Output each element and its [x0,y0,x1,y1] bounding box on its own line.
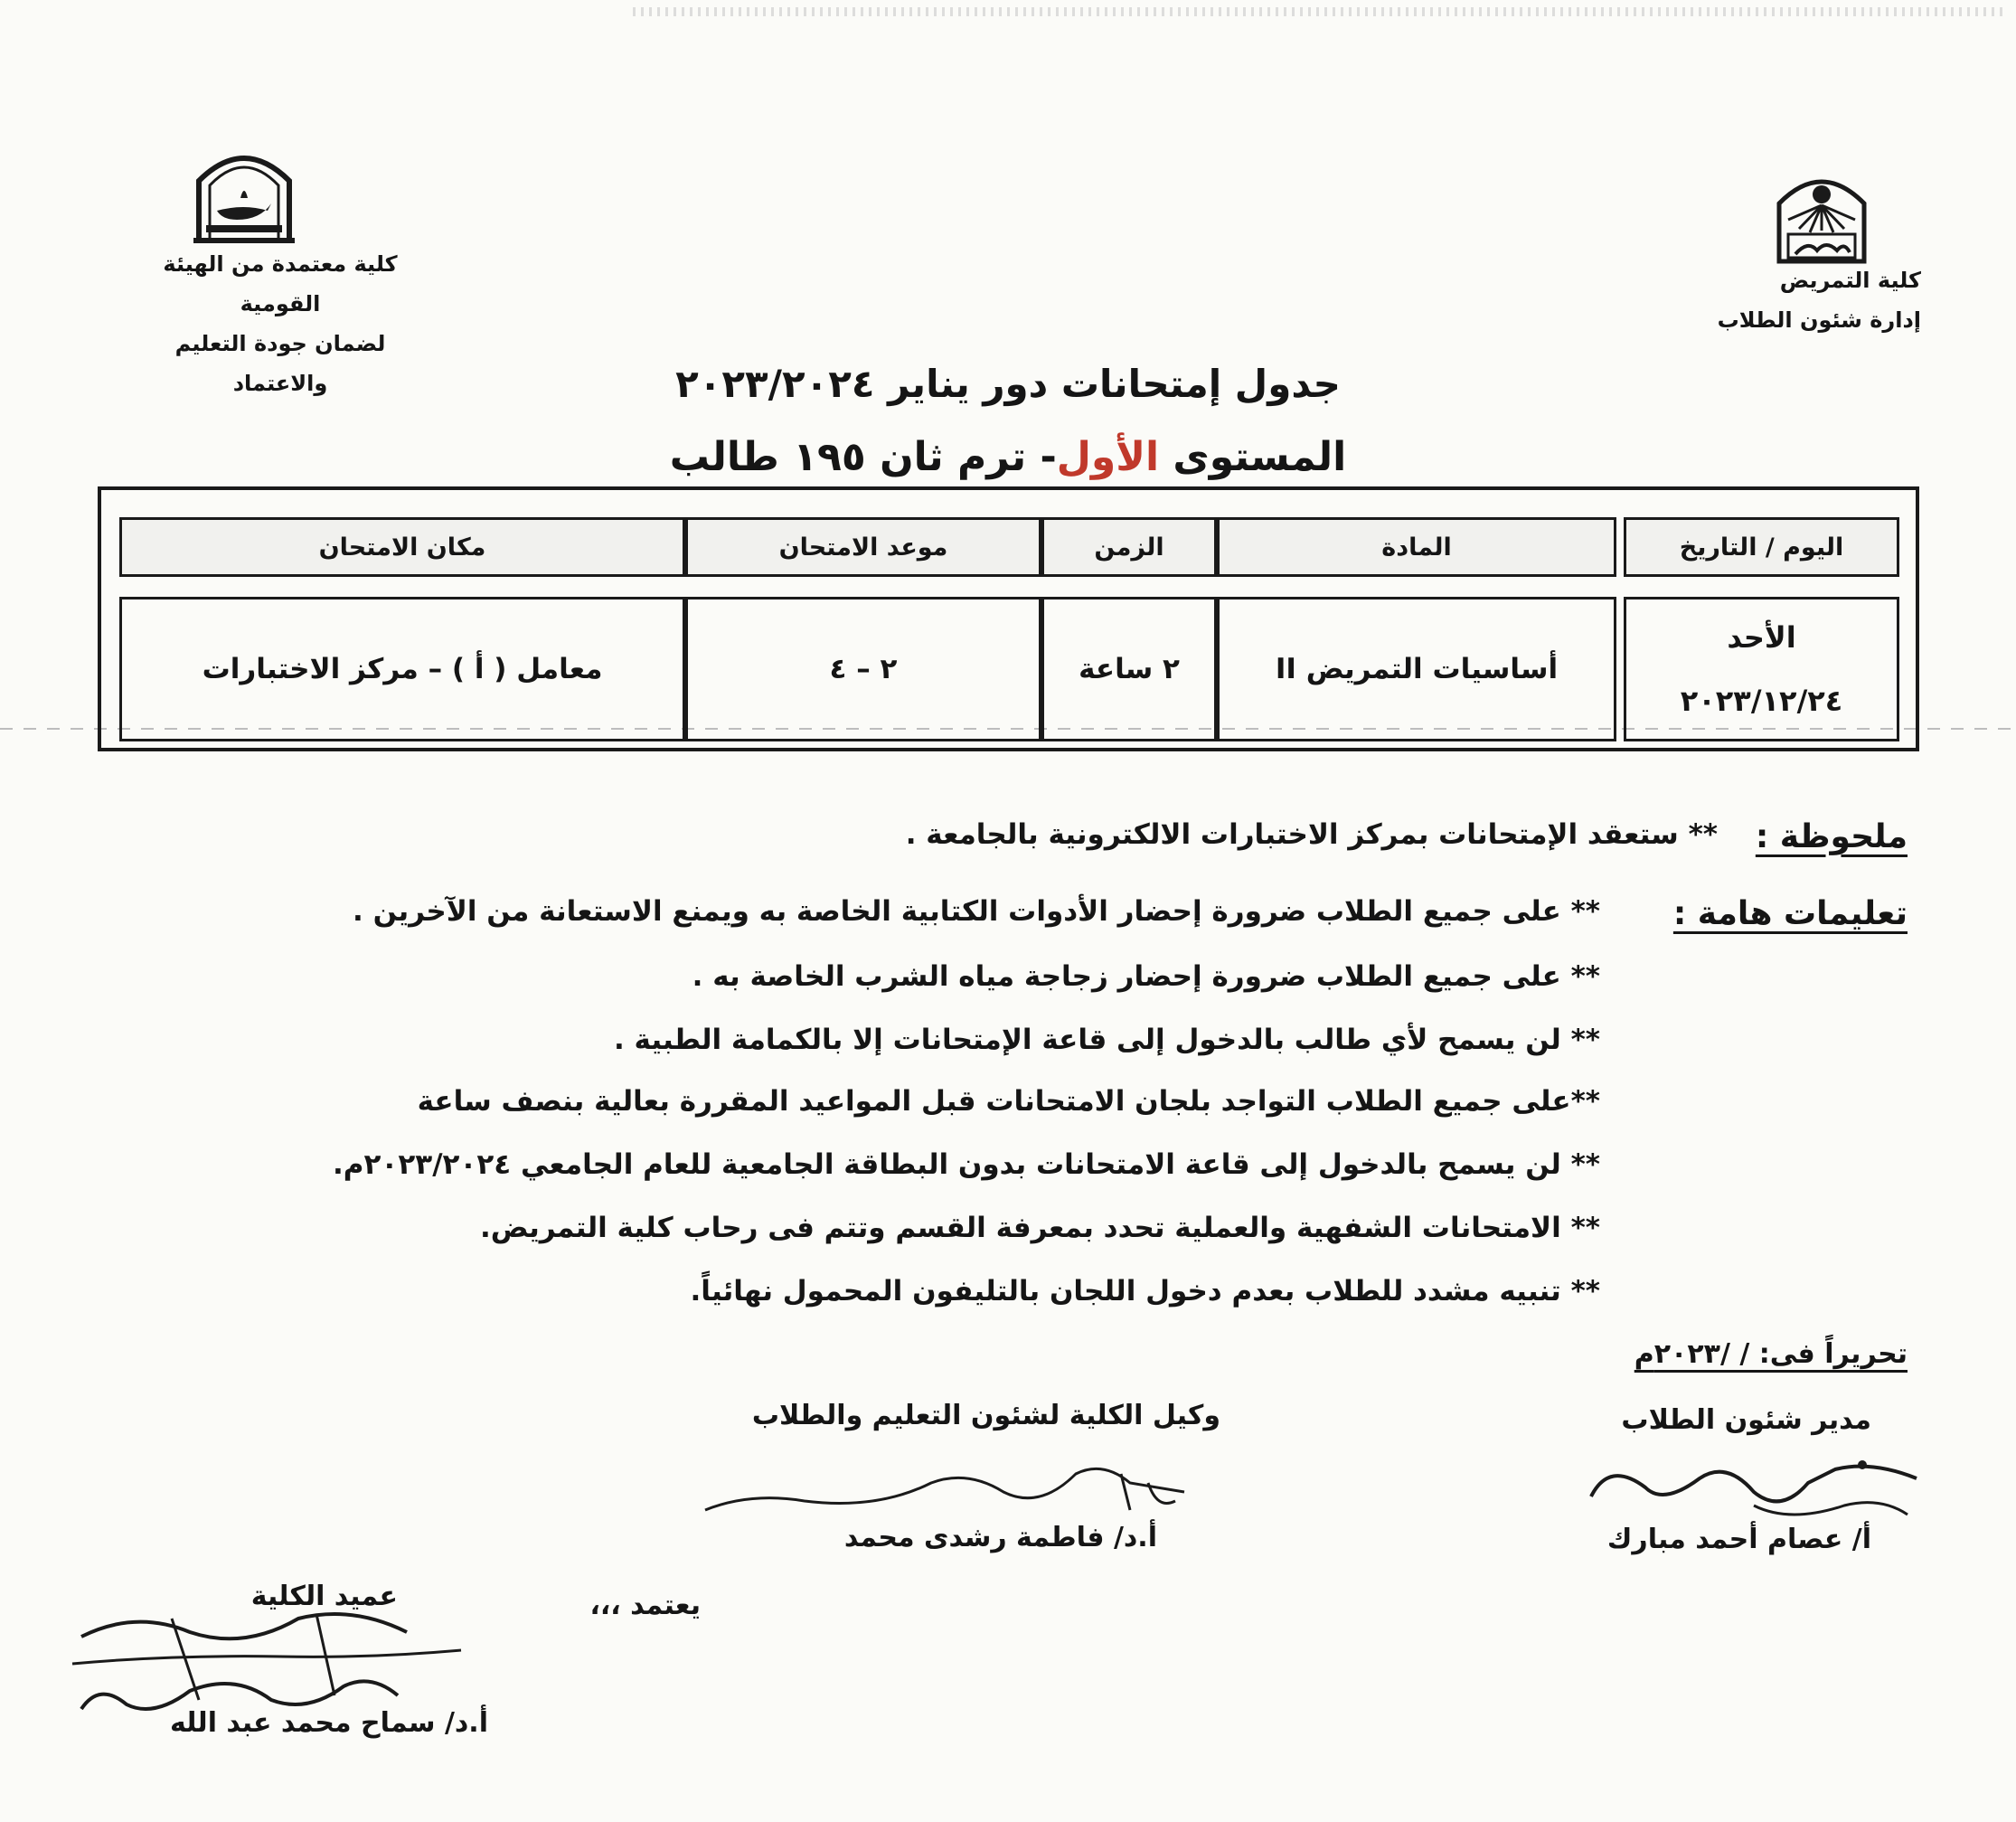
schedule-table [98,486,1919,751]
term-and-count: - ترم ثان ١٩٥ طالب [669,434,1057,480]
row-duration: ٢ ساعة [1041,597,1217,741]
dean-name: أ.د/ سماح محمد عبد الله [169,1707,488,1739]
header-date: اليوم / التاريخ [1624,517,1899,577]
vice-dean-name: أ.د/ فاطمة رشدى محمد [843,1522,1157,1553]
instructions-label: تعليمات هامة : [1672,895,1908,932]
accreditation-header [136,244,425,403]
vice-dean-title: وكيل الكلية لشئون التعليم والطلاب [751,1400,1220,1431]
row-subject: أساسيات التمريض II [1217,597,1616,741]
row-time: ٢ – ٤ [685,597,1041,741]
scan-noise-top [633,7,2007,16]
level-highlight: الأول [1056,434,1160,480]
instruction-2: ** على جميع الطلاب ضرورة إحضار زجاجة مياه الشرب الخاصة به . [692,960,1600,993]
faculty-name: كلية التمريض [1779,268,1921,293]
manager-name: أ/ عصام أحمد مبارك [1606,1524,1871,1555]
written-date: تحريراً فى: / /٢٠٢٣م [1634,1338,1908,1370]
department-name: إدارة شئون الطلاب [1717,307,1921,333]
document-subtitle [452,434,1564,480]
instruction-3: ** لن يسمح لأي طالب بالدخول إلى قاعة الإمتحانات إلا بالكمامة الطبية . [613,1024,1600,1056]
manager-title: مدير شئون الطلاب [1621,1404,1871,1436]
row-day: الأحد [1727,620,1796,655]
row-place: معامل ( أ ) – مركز الاختبارات [119,597,685,741]
accreditation-line-1: كلية معتمدة من الهيئة القومية [163,251,398,316]
instruction-6: ** الامتحانات الشفهية والعملية تحدد بمعرفة القسم وتتم فى رحاب كلية التمريض. [480,1212,1600,1244]
note-text: ** ستعقد الإمتحانات بمركز الاختبارات الالكترونية بالجامعة . [905,818,1718,851]
dean-signature-icon [63,1600,479,1727]
level-prefix: المستوى [1159,434,1347,480]
row-date: ٢٠٢٣/١٢/٢٤ [1680,684,1843,718]
header-subject: المادة [1217,517,1616,577]
dean-title: عميد الكلية [250,1581,398,1612]
header-time: موعد الامتحان [685,517,1041,577]
manager-signature-icon [1573,1442,1935,1533]
note-label: ملحوظة : [1755,818,1908,855]
document-title: جدول إمتحانات دور يناير ٢٠٢٣/٢٠٢٤ [675,362,1341,406]
approve-label: يعتمد ،،، [589,1590,701,1621]
instruction-4: **على جميع الطلاب التواجد بلجان الامتحانات قبل المواعيد المقررة بعالية بنصف ساعة [417,1085,1600,1118]
vice-dean-signature-icon [696,1456,1202,1528]
instruction-7: ** تنبيه مشدد للطلاب بعدم دخول اللجان بالتليفون المحمول نهائياً. [690,1275,1600,1307]
instruction-5: ** لن يسمح بالدخول إلى قاعة الامتحانات بدون البطاقة الجامعية للعام الجامعي ٢٠٢٣/٢٠٢٤م. [333,1148,1600,1181]
accreditation-line-2: لضمان جودة التعليم والاعتماد [174,331,386,396]
row-date-cell [1624,597,1899,741]
header-duration: الزمن [1041,517,1217,577]
header-place: مكان الامتحان [119,517,685,577]
lamp-emblem-icon [181,140,307,249]
instruction-1: ** على جميع الطلاب ضرورة إحضار الأدوات الكتابية الخاصة به ويمنع الاستعانة من الآخرين . [353,895,1600,928]
university-sun-emblem-icon [1772,167,1871,267]
faculty-header [1713,260,1921,340]
